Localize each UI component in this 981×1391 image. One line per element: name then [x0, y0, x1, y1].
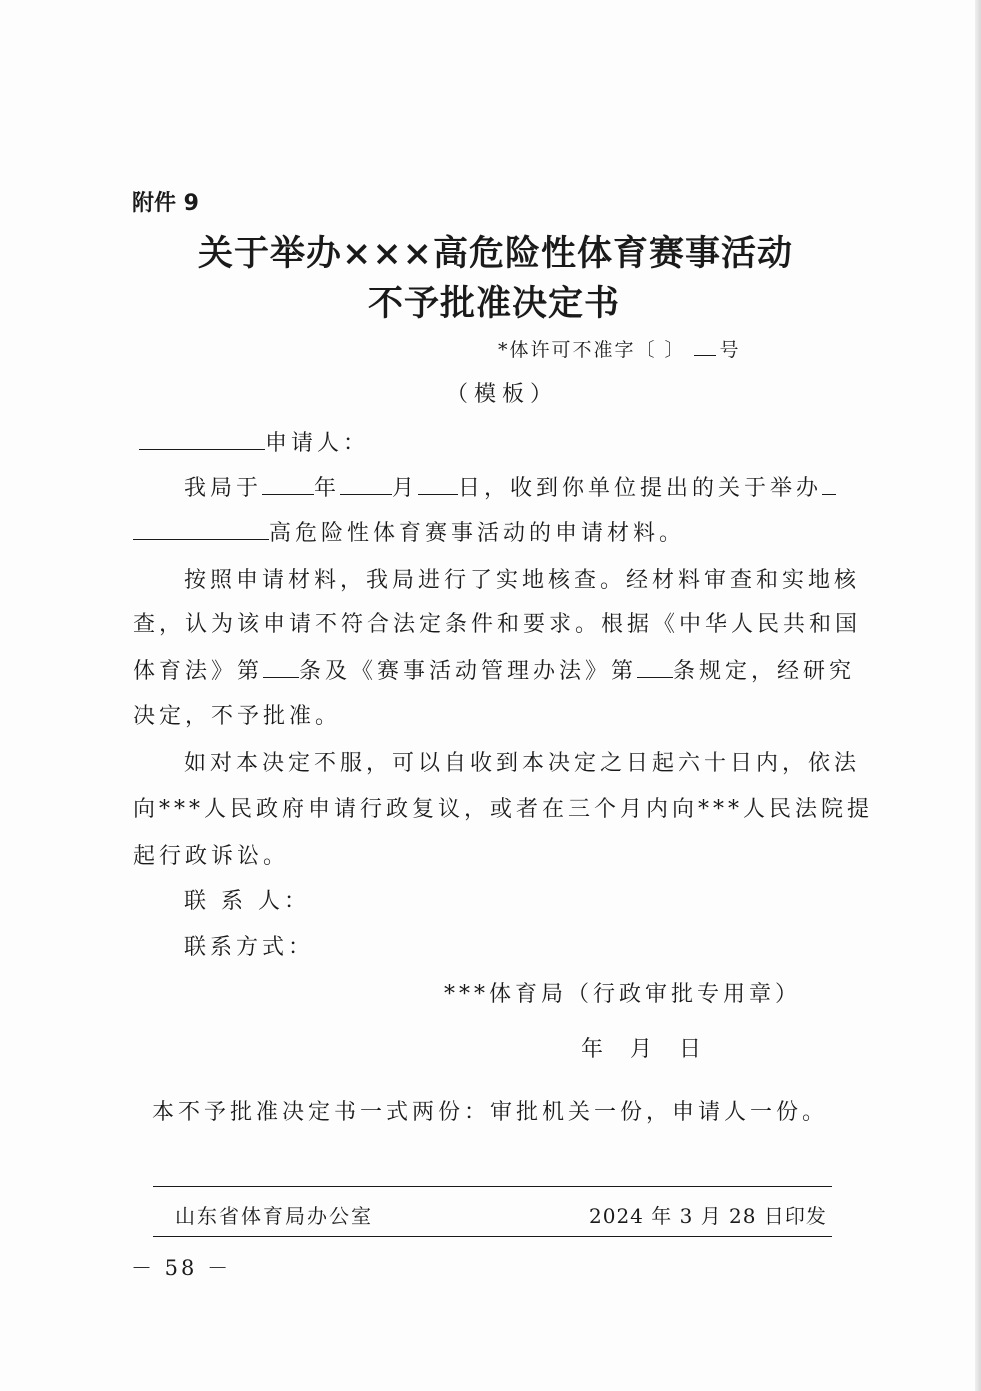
- year-blank: [262, 470, 314, 495]
- paragraph-2-line-2: 查，认为该申请不符合法定条件和要求。根据《中华人民共和国: [133, 612, 862, 637]
- paragraph-2-line-1: 按照申请材料，我局进行了实地核查。经材料审查和实地核: [184, 568, 861, 593]
- document-number: [498, 335, 741, 362]
- footer-rule-bottom: [153, 1236, 832, 1237]
- contact-method: 联系方式：: [184, 935, 315, 960]
- contact-person: 联 系 人：: [184, 889, 310, 914]
- issuing-authority-seal: ***体育局（行政审批专用章）: [444, 982, 802, 1007]
- sports-law-article-blank: [263, 653, 299, 678]
- event-measures-article-blank: [637, 653, 673, 678]
- footer-rule-top: [153, 1186, 832, 1187]
- day-label: 日，收到你单位提出的关于举办: [458, 476, 823, 501]
- issue-date: 2024 年 3 月 28 日印发: [589, 1204, 827, 1228]
- event-name-blank: [133, 515, 269, 540]
- document-number-suffix: 号: [719, 339, 741, 361]
- copies-note: 本不予批准决定书一式两份：审批机关一份，申请人一份。: [152, 1100, 829, 1125]
- document-title-line2: 不予批准决定书: [368, 283, 621, 324]
- month-blank: [340, 470, 392, 495]
- paragraph-3-line-1: 如对本决定不服，可以自收到本决定之日起六十日内，依法: [184, 751, 861, 776]
- template-label: （模板）: [446, 382, 559, 407]
- page-edge: [975, 0, 981, 1391]
- sports-law-ref: 体育法》第: [133, 659, 264, 684]
- day-blank: [418, 470, 458, 495]
- document-number-prefix: *体许可不准字〔 〕: [498, 339, 686, 361]
- application-materials-text: 高危险性体育赛事活动的申请材料。: [269, 521, 686, 546]
- applicant-line: [139, 425, 369, 457]
- event-measures-ref: 条及《赛事活动管理办法》第: [299, 659, 638, 684]
- signature-date: 年 月 日: [581, 1037, 711, 1062]
- applicant-suffix: 申请人：: [265, 431, 370, 456]
- received-prefix: 我局于: [184, 476, 263, 501]
- attachment-label: 附件 9: [132, 191, 199, 216]
- paragraph-1-line-1: [184, 470, 836, 502]
- month-label: 月: [392, 476, 419, 501]
- document-number-blank: [694, 337, 716, 356]
- paragraph-1-line-2: [133, 515, 685, 547]
- regulation-tail: 条规定，经研究: [673, 659, 856, 684]
- page-number: － 58 －: [131, 1256, 232, 1280]
- issuing-office: 山东省体育局办公室: [175, 1204, 373, 1228]
- paragraph-2-line-4: 决定，不予批准。: [133, 704, 342, 729]
- year-label: 年: [314, 476, 341, 501]
- event-name-blank-start: [822, 470, 836, 495]
- paragraph-3-line-3: 起行政诉讼。: [133, 844, 290, 869]
- document-title-line1: 关于举办×××高危险性体育赛事活动: [198, 233, 793, 274]
- paragraph-3-line-2: 向***人民政府申请行政复议，或者在三个月内向***人民法院提: [133, 797, 874, 822]
- paragraph-2-line-3: [133, 653, 855, 685]
- applicant-blank: [139, 425, 265, 450]
